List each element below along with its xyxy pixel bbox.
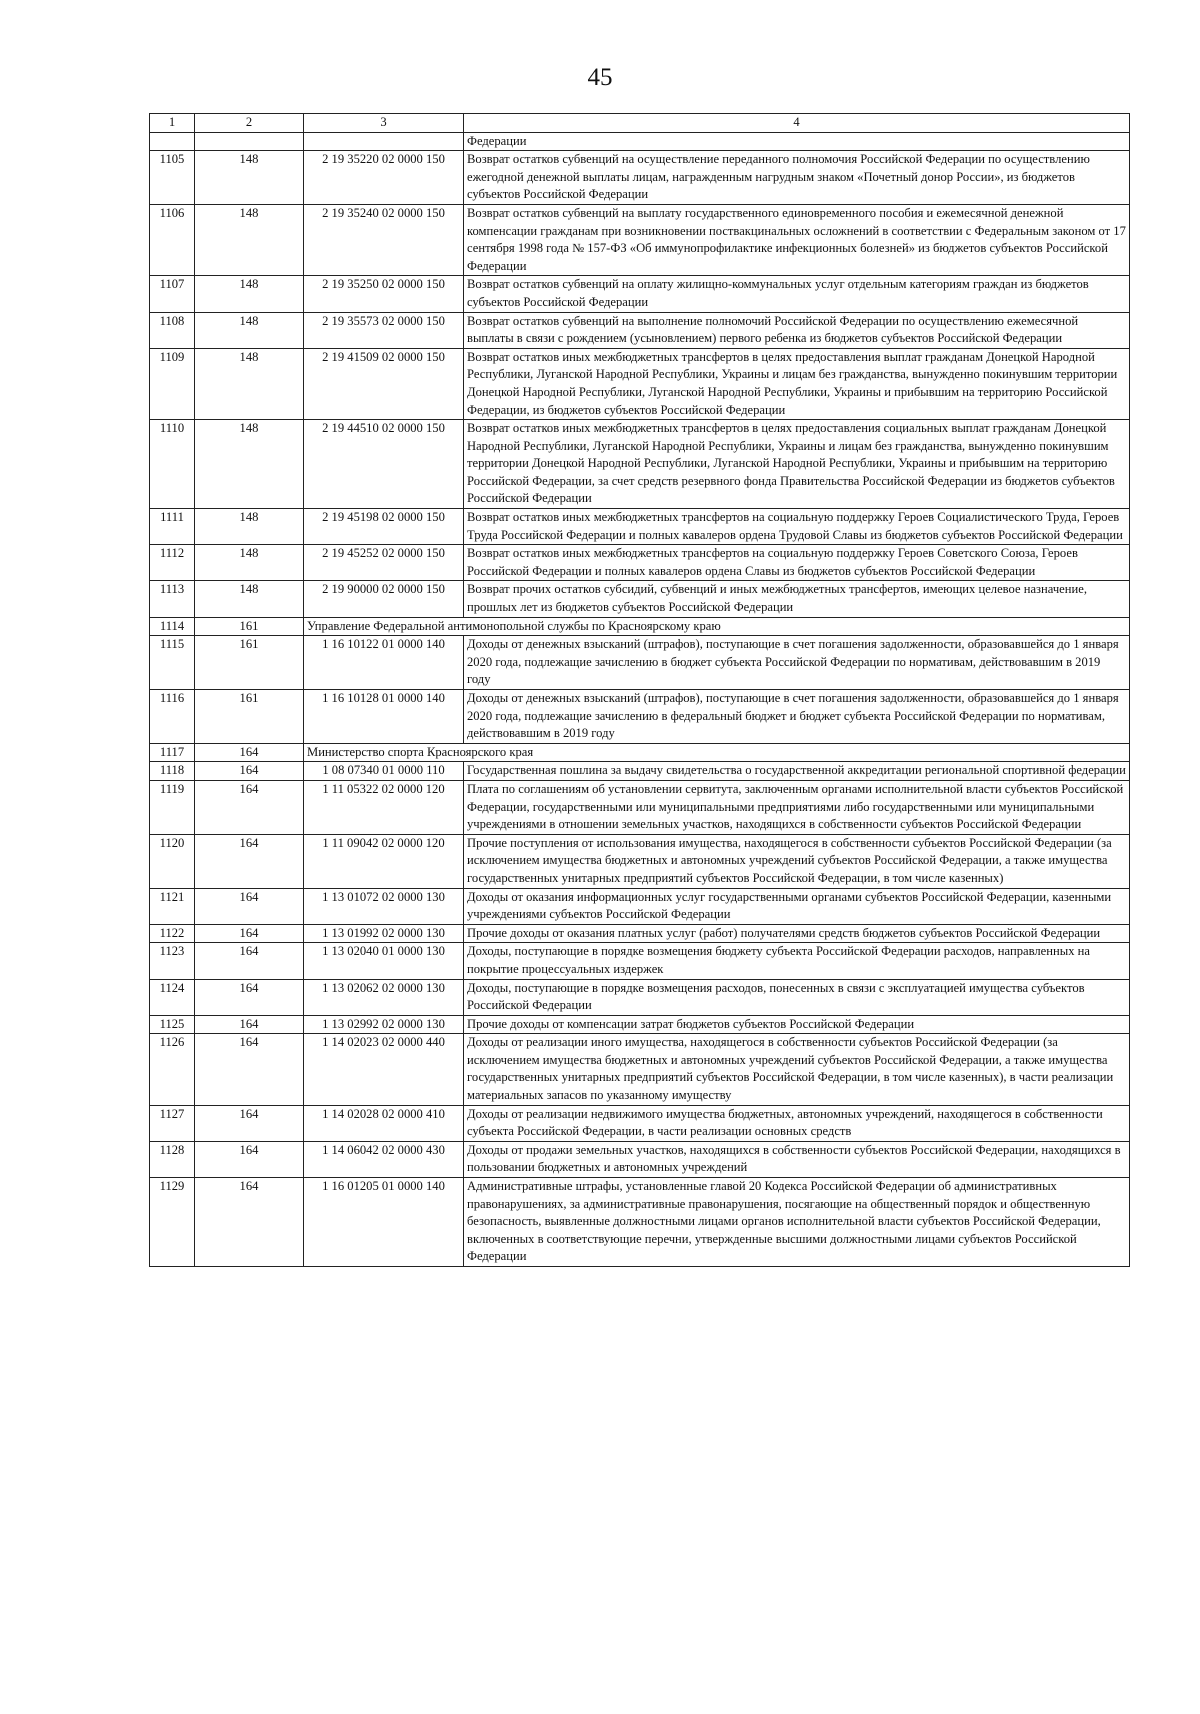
budget-code-cell: 1 13 02992 02 0000 130 <box>304 1015 464 1034</box>
budget-code-cell: 1 14 02023 02 0000 440 <box>304 1034 464 1105</box>
description-cell: Возврат остатков субвенций на оплату жилищно-коммунальных услуг отдельным категориям граждан из бюджетов субъектов Российской Федерации <box>464 276 1130 312</box>
admin-code-cell: 161 <box>195 690 304 744</box>
admin-code-cell: 164 <box>195 1015 304 1034</box>
table-row <box>150 276 1130 312</box>
admin-code-cell: 164 <box>195 1034 304 1105</box>
description-cell: Федерации <box>464 132 1130 151</box>
row-number-cell: 1125 <box>150 1015 195 1034</box>
admin-code-cell: 164 <box>195 924 304 943</box>
budget-code-cell: 1 14 02028 02 0000 410 <box>304 1105 464 1141</box>
row-number-cell: 1129 <box>150 1178 195 1267</box>
row-number-cell: 1115 <box>150 636 195 690</box>
row-number-cell: 1109 <box>150 348 195 419</box>
admin-code-cell: 148 <box>195 348 304 419</box>
description-cell: Возврат остатков субвенций на выполнение полномочий Российской Федерации по осуществлению ежемесячной выплаты в связи с рождением (усыновлением) первого ребенка из бюджетов субъектов Российской Федерации <box>464 312 1130 348</box>
table-row <box>150 617 1130 636</box>
table-row <box>150 780 1130 834</box>
table-row <box>150 204 1130 275</box>
description-cell: Доходы, поступающие в порядке возмещения бюджету субъекта Российской Федерации расходов, направленных на покрытие процессуальных издержек <box>464 943 1130 979</box>
admin-code-cell: 161 <box>195 617 304 636</box>
description-cell: Доходы от реализации недвижимого имущества бюджетных, автономных учреждений, находящегося в собственности субъекта Российской Федерации, в части реализации основных средств <box>464 1105 1130 1141</box>
description-cell: Доходы от денежных взысканий (штрафов), поступающие в счет погашения задолженности, образовавшейся до 1 января 2020 года, подлежащие зачислению в бюджет субъекта Российской Федерации по нормативам, действовавшим в 2019 году <box>464 636 1130 690</box>
table-row <box>150 888 1130 924</box>
table-row <box>150 312 1130 348</box>
table-row <box>150 762 1130 781</box>
table-row <box>150 1105 1130 1141</box>
description-cell: Возврат остатков иных межбюджетных трансфертов в целях предоставления выплат гражданам Донецкой Народной Республики, Луганской Народной Республики, Украины и лицам без гражданства, вынужденно покинувшим территории Донецкой Народной Республики, Луганской Народной Республики, Украины и прибывшим на территорию Российской Федерации, из бюджетов субъектов Российской Федерации <box>464 348 1130 419</box>
table-row <box>150 1178 1130 1267</box>
admin-code-cell: 164 <box>195 1141 304 1177</box>
row-number-cell: 1105 <box>150 151 195 205</box>
admin-code-cell: 148 <box>195 509 304 545</box>
budget-code-cell: 2 19 90000 02 0000 150 <box>304 581 464 617</box>
description-cell: Доходы от реализации иного имущества, находящегося в собственности субъектов Российской Федерации (за исключением имущества бюджетных и автономных учреждений субъектов Российской Федерации, а также имущества государственных унитарных предприятий субъектов Российской Федерации, в том числе казенных), в части реализации материальных запасов по указанному имуществу <box>464 1034 1130 1105</box>
budget-code-cell: 1 13 02040 01 0000 130 <box>304 943 464 979</box>
admin-code-cell: 161 <box>195 636 304 690</box>
admin-code-cell: 164 <box>195 1105 304 1141</box>
budget-code-cell: 2 19 35250 02 0000 150 <box>304 276 464 312</box>
table-row <box>150 1015 1130 1034</box>
row-number-cell: 1116 <box>150 690 195 744</box>
row-number-cell: 1121 <box>150 888 195 924</box>
row-number-cell: 1108 <box>150 312 195 348</box>
row-number-cell: 1110 <box>150 420 195 509</box>
table-row <box>150 943 1130 979</box>
row-number-cell: 1114 <box>150 617 195 636</box>
admin-code-cell: 164 <box>195 1178 304 1267</box>
column-header-3: 3 <box>304 114 464 133</box>
administrator-name-cell: Министерство спорта Красноярского края <box>304 743 1130 762</box>
table-row <box>150 348 1130 419</box>
admin-code-cell: 164 <box>195 743 304 762</box>
description-cell: Возврат остатков иных межбюджетных трансфертов на социальную поддержку Героев Советского Союза, Героев Российской Федерации и полных кавалеров ордена Славы из бюджетов субъектов Российской Федерации <box>464 545 1130 581</box>
table-row <box>150 924 1130 943</box>
table-row <box>150 509 1130 545</box>
budget-code-cell <box>304 132 464 151</box>
admin-code-cell: 148 <box>195 545 304 581</box>
description-cell: Прочие поступления от использования имущества, находящегося в собственности субъектов Российской Федерации (за исключением имущества бюджетных и автономных учреждений субъектов Российской Федерации, а также имущества государственных унитарных предприятий субъектов Российской Федерации, в том числе казенных) <box>464 834 1130 888</box>
budget-code-cell: 2 19 45198 02 0000 150 <box>304 509 464 545</box>
budget-code-cell: 1 11 05322 02 0000 120 <box>304 780 464 834</box>
table-row <box>150 545 1130 581</box>
row-number-cell: 1123 <box>150 943 195 979</box>
row-number-cell: 1111 <box>150 509 195 545</box>
description-cell: Прочие доходы от оказания платных услуг (работ) получателями средств бюджетов субъектов Российской Федерации <box>464 924 1130 943</box>
description-cell: Возврат остатков субвенций на выплату государственного единовременного пособия и ежемесячной денежной компенсации гражданам при возникновении поствакцинальных осложнений в соответствии с Федеральным законом от 17 сентября 1998 года № 157-ФЗ «Об иммунопрофилактике инфекционных болезней» из бюджетов субъектов Российской Федерации <box>464 204 1130 275</box>
row-number-cell: 1119 <box>150 780 195 834</box>
description-cell: Государственная пошлина за выдачу свидетельства о государственной аккредитации региональной спортивной федерации <box>464 762 1130 781</box>
admin-code-cell: 164 <box>195 888 304 924</box>
table-row <box>150 1141 1130 1177</box>
admin-code-cell: 164 <box>195 943 304 979</box>
table-row <box>150 690 1130 744</box>
description-cell: Доходы от оказания информационных услуг государственными органами субъектов Российской Федерации, казенными учреждениями субъектов Российской Федерации <box>464 888 1130 924</box>
description-cell: Административные штрафы, установленные главой 20 Кодекса Российской Федерации об административных правонарушениях, за административные правонарушения, посягающие на общественный порядок и общественную безопасность, выявленные должностными лицами органов исполнительной власти субъектов Российской Федерации, включенных в соответствующие перечни, утвержденные высшими должностными лицами субъектов Российской Федерации <box>464 1178 1130 1267</box>
row-number-cell: 1118 <box>150 762 195 781</box>
table-row <box>150 636 1130 690</box>
page-number: 45 <box>587 64 613 91</box>
budget-code-cell: 1 13 01992 02 0000 130 <box>304 924 464 943</box>
administrator-name-cell: Управление Федеральной антимонопольной службы по Красноярскому краю <box>304 617 1130 636</box>
row-number-cell: 1128 <box>150 1141 195 1177</box>
admin-code-cell: 148 <box>195 420 304 509</box>
admin-code-cell <box>195 132 304 151</box>
admin-code-cell: 164 <box>195 979 304 1015</box>
row-number-cell: 1122 <box>150 924 195 943</box>
admin-code-cell: 148 <box>195 581 304 617</box>
table-row <box>150 420 1130 509</box>
admin-code-cell: 164 <box>195 834 304 888</box>
table-row <box>150 132 1130 151</box>
revenue-codes-table <box>149 113 1130 1267</box>
row-number-cell: 1120 <box>150 834 195 888</box>
budget-code-cell: 1 16 10122 01 0000 140 <box>304 636 464 690</box>
budget-code-cell: 2 19 41509 02 0000 150 <box>304 348 464 419</box>
admin-code-cell: 148 <box>195 276 304 312</box>
table-row <box>150 1034 1130 1105</box>
description-cell: Плата по соглашениям об установлении сервитута, заключенным органами исполнительной власти субъектов Российской Федерации, государственными или муниципальными предприятиями либо государственными или муниципальными учреждениями в отношении земельных участков, находящихся в собственности субъектов Российской Федерации <box>464 780 1130 834</box>
row-number-cell: 1127 <box>150 1105 195 1141</box>
budget-code-cell: 1 11 09042 02 0000 120 <box>304 834 464 888</box>
description-cell: Прочие доходы от компенсации затрат бюджетов субъектов Российской Федерации <box>464 1015 1130 1034</box>
admin-code-cell: 148 <box>195 151 304 205</box>
description-cell: Доходы, поступающие в порядке возмещения расходов, понесенных в связи с эксплуатацией имущества субъектов Российской Федерации <box>464 979 1130 1015</box>
budget-code-cell: 1 14 06042 02 0000 430 <box>304 1141 464 1177</box>
table-row <box>150 151 1130 205</box>
row-number-cell: 1112 <box>150 545 195 581</box>
table-body <box>150 132 1130 1266</box>
row-number-cell <box>150 132 195 151</box>
description-cell: Доходы от продажи земельных участков, находящихся в собственности субъектов Российской Федерации, находящихся в пользовании бюджетных и автономных учреждений <box>464 1141 1130 1177</box>
column-header-4: 4 <box>464 114 1130 133</box>
row-number-cell: 1107 <box>150 276 195 312</box>
row-number-cell: 1106 <box>150 204 195 275</box>
column-header-1: 1 <box>150 114 195 133</box>
budget-code-cell: 2 19 45252 02 0000 150 <box>304 545 464 581</box>
budget-code-cell: 2 19 35573 02 0000 150 <box>304 312 464 348</box>
row-number-cell: 1117 <box>150 743 195 762</box>
description-cell: Возврат остатков субвенций на осуществление переданного полномочия Российской Федерации по осуществлению ежегодной денежной выплаты лицам, награжденным нагрудным знаком «Почетный донор России», из бюджетов субъектов Российской Федерации <box>464 151 1130 205</box>
budget-code-cell: 2 19 35220 02 0000 150 <box>304 151 464 205</box>
row-number-cell: 1124 <box>150 979 195 1015</box>
row-number-cell: 1126 <box>150 1034 195 1105</box>
table-header-row <box>150 114 1130 133</box>
column-header-2: 2 <box>195 114 304 133</box>
budget-code-cell: 2 19 35240 02 0000 150 <box>304 204 464 275</box>
budget-code-cell: 2 19 44510 02 0000 150 <box>304 420 464 509</box>
budget-code-cell: 1 16 10128 01 0000 140 <box>304 690 464 744</box>
description-cell: Возврат остатков иных межбюджетных трансфертов на социальную поддержку Героев Социалистического Труда, Героев Труда Российской Федерации и полных кавалеров ордена Трудовой Славы из бюджетов субъектов Российской Федерации <box>464 509 1130 545</box>
budget-code-cell: 1 13 02062 02 0000 130 <box>304 979 464 1015</box>
description-cell: Доходы от денежных взысканий (штрафов), поступающие в счет погашения задолженности, образовавшейся до 1 января 2020 года, подлежащие зачислению в федеральный бюджет и бюджет субъекта Российской Федерации по нормативам, действовавшим в 2019 году <box>464 690 1130 744</box>
budget-code-cell: 1 16 01205 01 0000 140 <box>304 1178 464 1267</box>
table-row <box>150 834 1130 888</box>
description-cell: Возврат прочих остатков субсидий, субвенций и иных межбюджетных трансфертов, имеющих целевое назначение, прошлых лет из бюджетов субъектов Российской Федерации <box>464 581 1130 617</box>
table-row <box>150 581 1130 617</box>
row-number-cell: 1113 <box>150 581 195 617</box>
budget-code-cell: 1 08 07340 01 0000 110 <box>304 762 464 781</box>
admin-code-cell: 148 <box>195 312 304 348</box>
description-cell: Возврат остатков иных межбюджетных трансфертов в целях предоставления социальных выплат гражданам Донецкой Народной Республики, Луганской Народной Республики, Украины и лицам без гражданства, вынужденно покинувшим территории Донецкой Народной Республики, Луганской Народной Республики, Украины и прибывшим на территорию Российской Федерации, за счет средств резервного фонда Правительства Российской Федерации из бюджетов субъектов Российской Федерации <box>464 420 1130 509</box>
budget-code-cell: 1 13 01072 02 0000 130 <box>304 888 464 924</box>
admin-code-cell: 148 <box>195 204 304 275</box>
table-row <box>150 743 1130 762</box>
admin-code-cell: 164 <box>195 762 304 781</box>
admin-code-cell: 164 <box>195 780 304 834</box>
table-row <box>150 979 1130 1015</box>
